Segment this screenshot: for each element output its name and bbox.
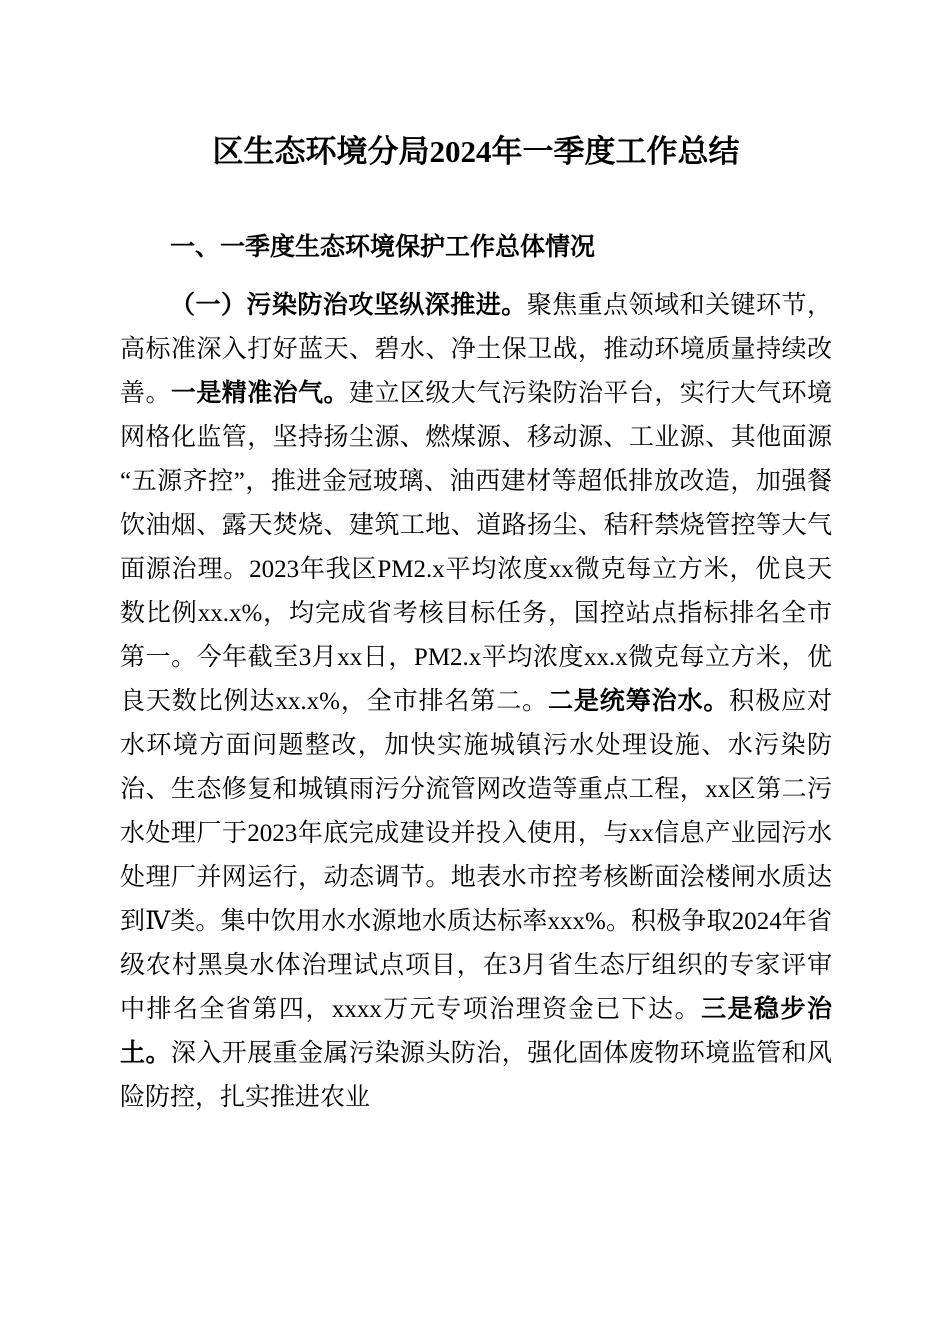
body-paragraph [120,284,832,1120]
body-text-segment: 二是统筹治水。 [548,688,730,716]
body-text-segment: 一是精准治气。 [170,380,349,408]
body-text-segment: 聚焦重点领域和关键环节，高标准深入打好蓝天、碧水、净土保卫战，推动环境质量持续改善。 [120,292,832,408]
body-text-segment: （一）污染防治攻坚纵深推进。 [170,292,527,320]
body-text-segment: 三是稳步治土。 [120,996,832,1068]
body-text-segment: 积极应对水环境方面问题整改，加快实施城镇污水处理设施、水污染防治、生态修复和城镇雨污分流管网改造等重点工程，xx区第二污水处理厂于2023年底完成建设并投入使用，与xx信息产业园污水处理厂并网运行，动态调节。地表水市控考核断面浍楼闸水质达到Ⅳ类。集中饮用水水源地水质达标率xxx%。积极争取2024年省级农村黑臭水体治理试点项目，在3月省生态厅组织的专家评审中排名全省第四，xxxx万元专项治理资金已下达。 [120,688,832,1024]
document-title: 区生态环境分局2024年一季度工作总结 [212,134,740,169]
body-text-segment: 建立区级大气污染防治平台，实行大气环境网格化监管，坚持扬尘源、燃煤源、移动源、工业源、其他面源“五源齐控”，推进金冠玻璃、油西建材等超低排放改造，加强餐饮油烟、露天焚烧、建筑工地、道路扬尘、秸秆禁烧管控等大气面源治理。2023年我区PM2.x平均浓度xx微克每立方米，优良天数比例xx.x%，均完成省考核目标任务，国控站点指标排名全市第一。今年截至3月xx日，PM2.x平均浓度xx.x微克每立方米，优良天数比例达xx.x%，全市排名第二。 [120,380,832,716]
section-heading: 一、一季度生态环境保护工作总体情况 [170,233,596,262]
body-text-segment: 深入开展重金属污染源头防治，强化固体废物环境监管和风险防控，扎实推进农业 [120,1040,832,1112]
